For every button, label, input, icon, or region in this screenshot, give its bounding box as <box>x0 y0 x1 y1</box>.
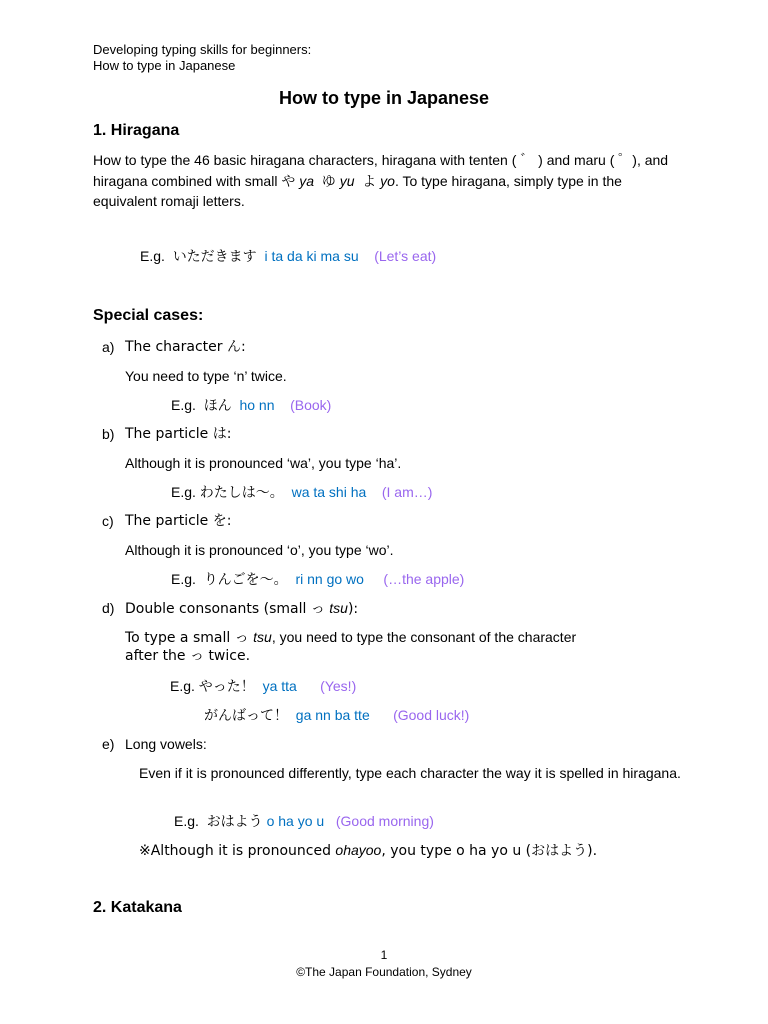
case-d-desc-line2: after the っ twice. <box>125 648 251 664</box>
running-header-line1: Developing typing skills for beginners: <box>93 42 312 57</box>
case-b-desc: Although it is pronounced ‘wa’, you type ‘ha’. <box>125 455 402 471</box>
case-a-desc: You need to type ‘n’ twice. <box>125 368 287 384</box>
list-marker-b: b) <box>102 426 115 442</box>
example-ohayou: E.g. おはよう o ha yo u (Good morning) <box>174 813 434 830</box>
hiragana-intro: How to type the 46 basic hiragana characters, hiragana with tenten ( ゛ ) and maru ( ゜), and hiragana combined with small や ya ゆ yu よ yo. To type hiragana, simply type in the equivalent romaji letters. <box>93 152 669 209</box>
running-header-line2: How to type in Japanese <box>93 58 236 73</box>
case-e-title: Long vowels: <box>125 736 207 752</box>
list-marker-e: e) <box>102 736 115 752</box>
example-yatta: E.g. やった！ ya tta (Yes!) <box>170 678 357 695</box>
footer-copyright: ©The Japan Foundation, Sydney <box>296 965 472 979</box>
case-c-desc: Although it is pronounced ‘o’, you type ‘wo’. <box>125 542 394 558</box>
list-marker-a: a) <box>102 339 115 355</box>
example-ganbatte: がんばって！ ga nn ba tte (Good luck!) <box>204 707 470 724</box>
list-marker-c: c) <box>102 513 114 529</box>
example-watashiha: E.g. わたしは〜。 wa ta shi ha (I am…) <box>171 484 433 501</box>
list-marker-d: d) <box>102 600 115 616</box>
example-itadakimasu: E.g. いただきます i ta da ki ma su (Let’s eat) <box>140 248 437 265</box>
example-hon: E.g. ほん ho nn (Book) <box>171 397 332 414</box>
case-d-desc: To type a small っ tsu, you need to type the consonant of the character <box>125 629 577 646</box>
special-cases-heading: Special cases: <box>93 307 204 324</box>
example-ringowo: E.g. りんごを〜。 ri nn go wo (…the apple) <box>171 571 465 588</box>
case-c-title: The particle を: <box>125 513 232 529</box>
case-e-note: ※Although it is pronounced ohayoo, you type o ha yo u (おはよう). <box>139 842 598 859</box>
case-b-title: The particle は: <box>125 426 232 442</box>
case-d-title: Double consonants (small っ tsu): <box>125 600 359 617</box>
case-e-desc: Even if it is pronounced differently, type each character the way it is spelled in hiragana. <box>139 765 681 781</box>
page-title: How to type in Japanese <box>278 88 490 108</box>
section-heading-katakana: 2. Katakana <box>93 899 182 916</box>
case-a-title: The character ん: <box>125 339 246 355</box>
page-number: 1 <box>380 948 388 962</box>
section-heading-hiragana: 1. Hiragana <box>93 122 180 139</box>
